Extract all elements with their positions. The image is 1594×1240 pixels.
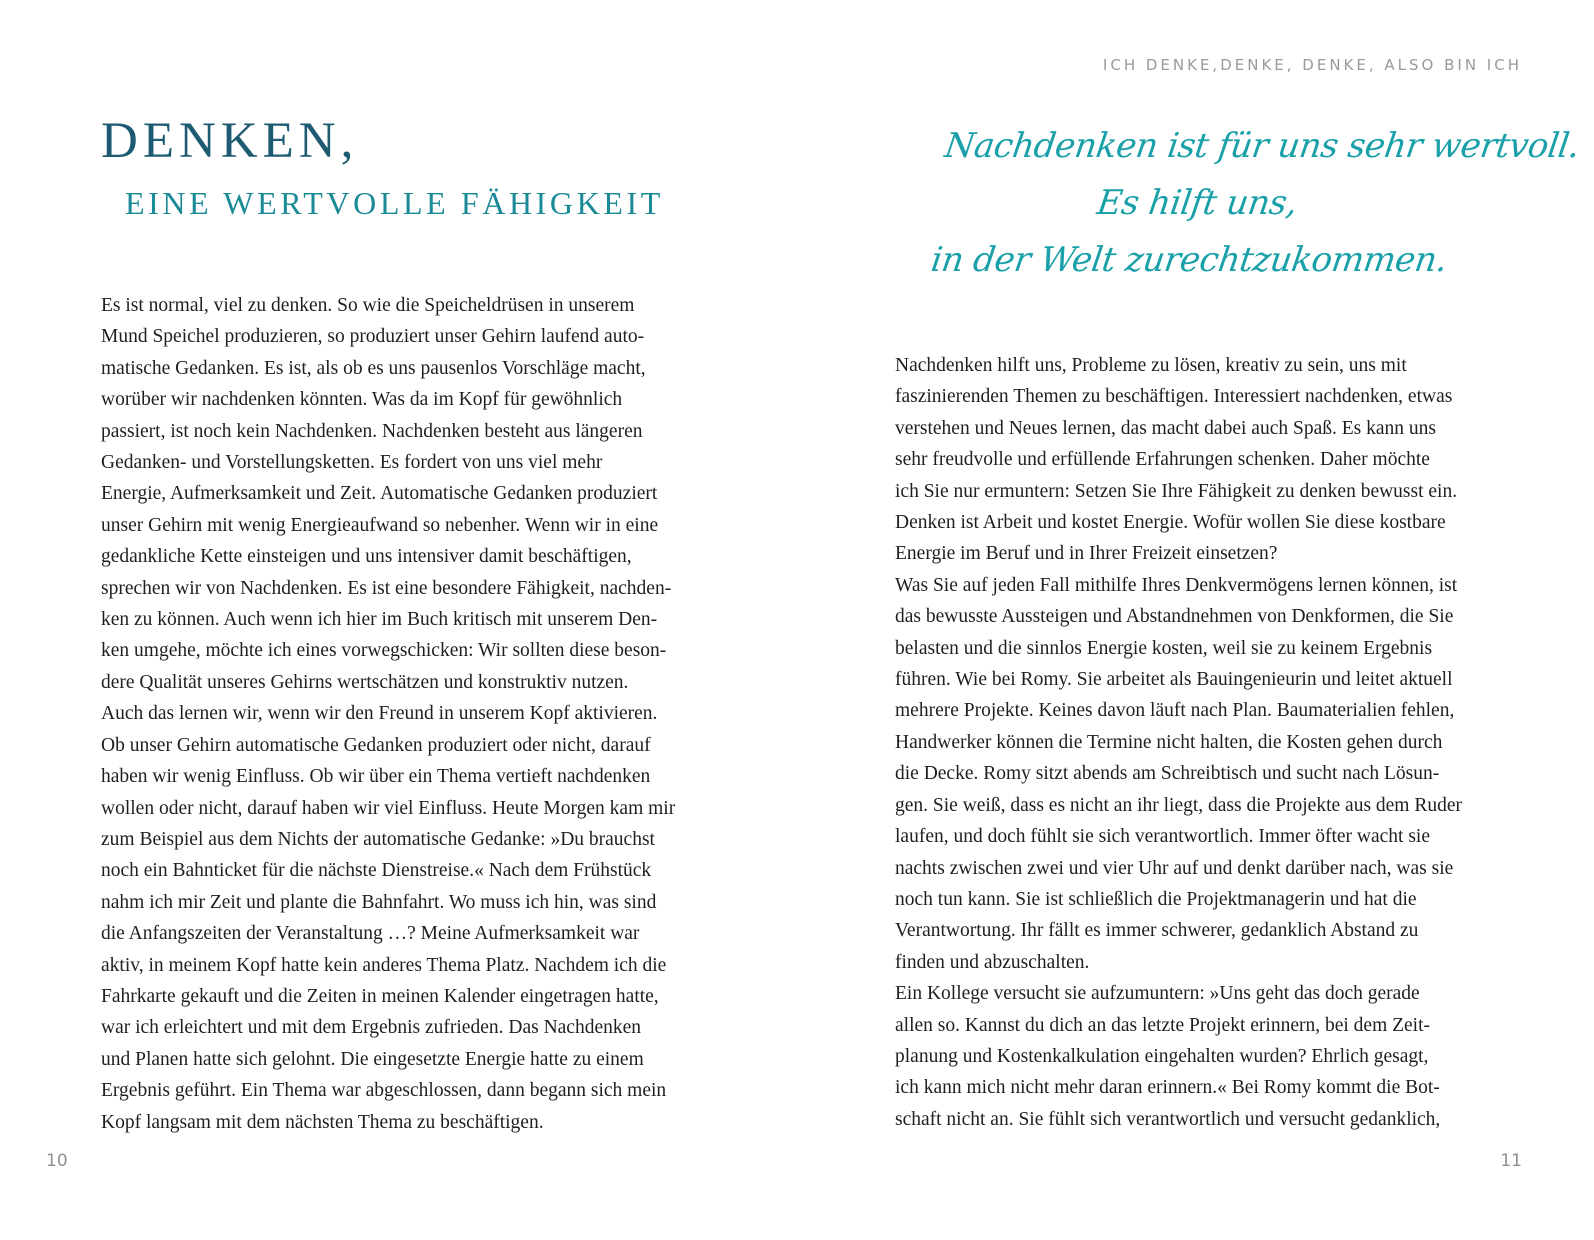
body-line: Ergebnis geführt. Ein Thema war abgeschlossen, dann begann sich mein [101,1080,667,1102]
body-line: Fahrkarte gekauft und die Zeiten in meinen Kalender eingetragen hatte, [101,985,659,1007]
body-line: verstehen und Neues lernen, das macht dabei auch Spaß. Es kann uns [895,417,1436,439]
body-line: Ob unser Gehirn automatische Gedanken produziert oder nicht, darauf [101,734,651,756]
body-line: ken zu können. Auch wenn ich hier im Buch kritisch mit unserem Den- [101,609,658,631]
body-line: die Decke. Romy sitzt abends am Schreibtisch und sucht nach Lösun- [895,763,1440,785]
body-line: ich Sie nur ermuntern: Setzen Sie Ihre Fähigkeit zu denken bewusst ein. [895,480,1458,502]
body-line: nachts zwischen zwei und vier Uhr auf und denkt darüber nach, was sie [895,857,1454,879]
quote-line: Es hilft uns, [1094,183,1300,223]
body-line: das bewusste Aussteigen und Abstandnehmen von Denkformen, die Sie [895,606,1454,628]
body-line: sprechen wir von Nachdenken. Es ist eine besondere Fähigkeit, nachden- [101,577,672,599]
pull-quote [925,118,1582,289]
body-line: planung und Kostenkalkulation eingehalten wurden? Ehrlich gesagt, [895,1045,1429,1067]
body-line: und Planen hatte sich gelohnt. Die eingesetzte Energie hatte zu einem [101,1048,644,1070]
body-line: Nachdenken hilft uns, Probleme zu lösen, kreativ zu sein, uns mit [895,355,1407,376]
body-line: führen. Wie bei Romy. Sie arbeitet als Bauingenieurin und leitet aktuell [895,669,1453,691]
body-line: Energie, Aufmerksamkeit und Zeit. Automatische Gedanken produziert [101,483,658,505]
body-line: gen. Sie weiß, dass es nicht an ihr liegt, dass die Projekte aus dem Ruder [895,794,1463,816]
right-page [797,0,1594,1240]
body-line: Was Sie auf jeden Fall mithilfe Ihres Denkvermögens lernen können, ist [895,574,1458,596]
body-line: schaft nicht an. Sie fühlt sich verantwortlich und versucht gedanklich, [895,1108,1441,1130]
left-body-text [101,290,721,1138]
body-line: matische Gedanken. Es ist, als ob es uns pausenlos Vorschläge macht, [101,357,646,379]
body-line: dere Qualität unseres Gehirns wertschätzen und konstruktiv nutzen. [101,671,629,693]
body-line: war ich erleichtert und mit dem Ergebnis zufrieden. Das Nachdenken [101,1017,642,1039]
running-head: ICH DENKE,DENKE, DENKE, ALSO BIN ICH [1102,56,1522,74]
body-line: Denken ist Arbeit und kostet Energie. Wofür wollen Sie diese kostbare [895,512,1446,534]
quote-line: in der Welt zurechtzukommen. [928,240,1450,280]
body-line: belasten und die sinnlos Energie kosten, weil sie zu keinem Ergebnis [895,637,1433,659]
body-line: aktiv, in meinem Kopf hatte kein anderes Thema Platz. Nachdem ich die [101,954,667,976]
body-line: mehrere Projekte. Keines davon läuft nach Plan. Baumaterialien fehlen, [895,700,1455,722]
body-line: Es ist normal, viel zu denken. So wie die Speicheldrüsen in unserem [101,295,635,316]
body-line: finden und abzuschalten. [895,951,1090,973]
body-line: ich kann mich nicht mehr daran erinnern.« Bei Romy kommt die Bot- [895,1077,1440,1099]
page-number-right: 11 [1500,1151,1522,1171]
body-line: Ein Kollege versucht sie aufzumuntern: »Uns geht das doch gerade [895,983,1420,1005]
body-line: wollen oder nicht, darauf haben wir viel Einfluss. Heute Morgen kam mir [101,797,676,819]
body-line: Energie im Beruf und in Ihrer Freizeit einsetzen? [895,543,1278,565]
body-line: Kopf langsam mit dem nächsten Thema zu beschäftigen. [101,1111,544,1133]
body-line: noch ein Bahnticket für die nächste Dienstreise.« Nach dem Frühstück [101,860,652,882]
body-line: sehr freudvolle und erfüllende Erfahrungen schenken. Daher möchte [895,449,1430,471]
body-line: worüber wir nachdenken könnten. Was da im Kopf für gewöhnlich [101,389,623,411]
body-line: ken umgehe, möchte ich eines vorwegschicken: Wir sollten diese beson- [101,640,667,662]
body-line: die Anfangszeiten der Veranstaltung …? Meine Aufmerksamkeit war [101,923,640,945]
body-line: zum Beispiel aus dem Nichts der automatische Gedanke: »Du brauchst [101,828,655,850]
body-line: allen so. Kannst du dich an das letzte Projekt erinnern, bei dem Zeit- [895,1014,1431,1036]
chapter-title: DENKEN, [101,113,359,169]
body-line: Handwerker können die Termine nicht halten, die Kosten gehen durch [895,731,1443,753]
right-body-text [895,350,1515,1135]
body-line: nahm ich mir Zeit und plante die Bahnfahrt. Wo muss ich hin, was sind [101,891,657,913]
body-line: Mund Speichel produzieren, so produziert unser Gehirn laufend auto- [101,326,645,348]
body-line: Gedanken- und Vorstellungsketten. Es fordert von uns viel mehr [101,452,603,474]
body-line: laufen, und doch fühlt sie sich verantwortlich. Immer öfter wacht sie [895,826,1430,848]
quote-line: Nachdenken ist für uns sehr wertvoll. [942,126,1582,166]
page-number-left: 10 [46,1151,68,1171]
body-line: haben wir wenig Einfluss. Ob wir über ein Thema vertieft nachdenken [101,766,651,788]
body-line: noch tun kann. Sie ist schließlich die Projektmanagerin und hat die [895,888,1417,910]
body-line: faszinierenden Themen zu beschäftigen. Interessiert nachdenken, etwas [895,386,1453,408]
body-line: Auch das lernen wir, wenn wir den Freund in unserem Kopf aktivieren. [101,703,658,725]
body-line: gedankliche Kette einsteigen und uns intensiver damit beschäftigen, [101,546,632,568]
body-line: Verantwortung. Ihr fällt es immer schwerer, gedanklich Abstand zu [895,920,1419,942]
chapter-subtitle: EINE WERTVOLLE FÄHIGKEIT [125,185,664,221]
body-line: unser Gehirn mit wenig Energieaufwand so nebenher. Wenn wir in eine [101,514,659,536]
body-line: passiert, ist noch kein Nachdenken. Nachdenken besteht aus längeren [101,420,643,442]
